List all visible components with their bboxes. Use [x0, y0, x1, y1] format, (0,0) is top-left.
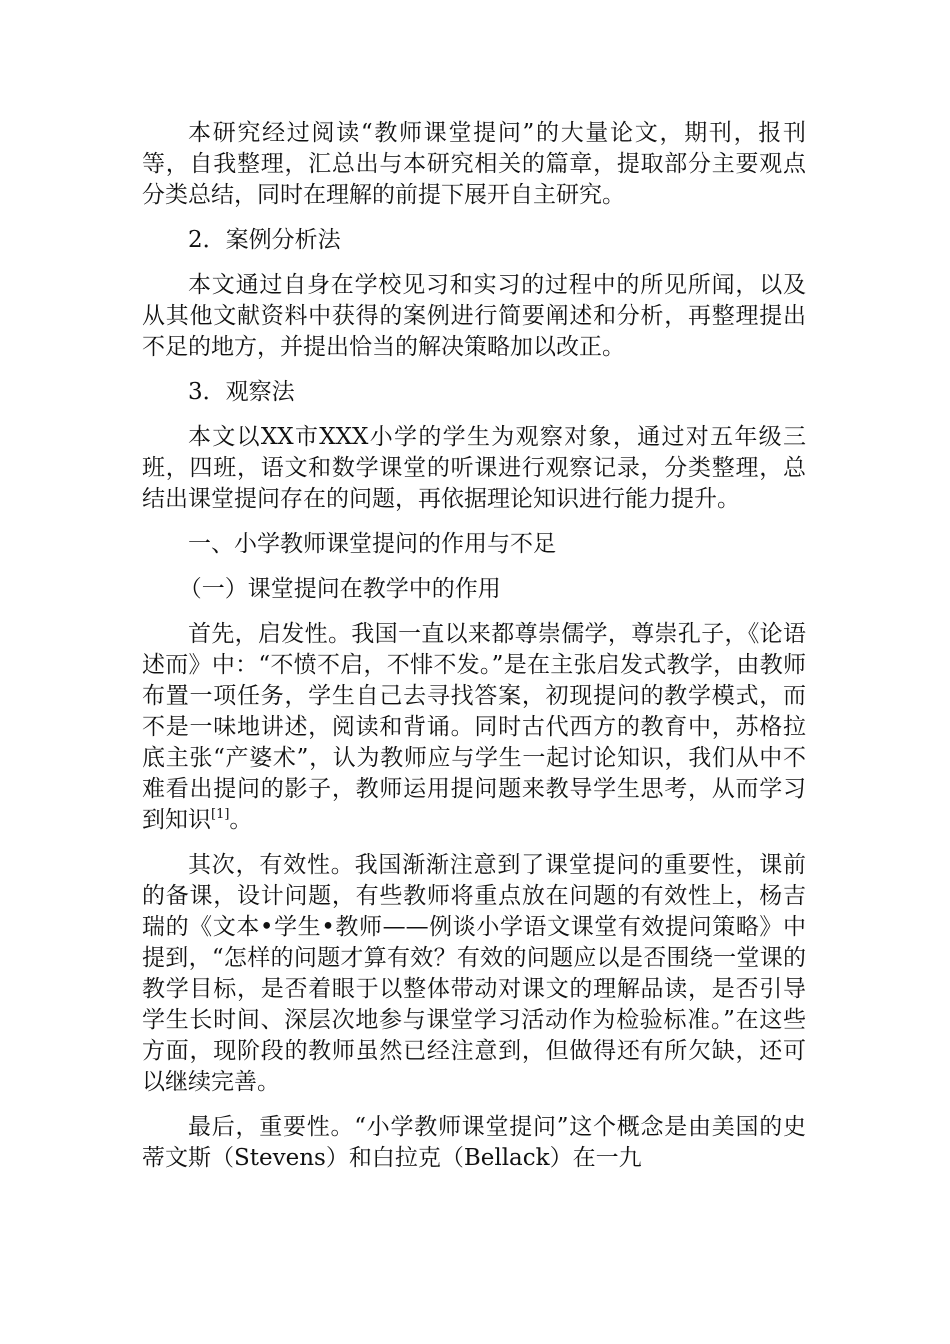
paragraph-inspiration-text: 首先，启发性。我国一直以来都尊崇儒学，尊崇孔子，《论语 述而》中：“不愤不启，不悱不发。”是在主张启发式教学，由教师布置一项任务，学生自己去寻找答案，初现提问的教学模式，而不是一味地讲述，阅读和背诵。同时古代西方的教育中，苏格拉底主张“产婆术”，认为教师应与学生一起讨论知识，我们从中不难看出提问的影子，教师运用提问题来教导学生思考，从而学习到知识	[142, 621, 806, 833]
section-heading-1: 一、小学教师课堂提问的作用与不足	[188, 531, 556, 557]
paragraph-effectiveness: 其次，有效性。我国渐渐注意到了课堂提问的重要性，课前的备课，设计问题，有些教师将重点放在问题的有效性上，杨吉瑞的《文本•学生•教师——例谈小学语文课堂有效提问策略》中提到，“怎样的问题才算有效？有效的问题应以是否围绕一堂课的教学目标，是否着眼于以整体带动对课文的理解品读，是否引导学生长时间、深层次地参与课堂学习活动作为检验标准。”在这些方面，现阶段的教师虽然已经注意到，但做得还有所欠缺，还可以继续完善。	[142, 852, 806, 1095]
document-page	[142, 118, 806, 1188]
paragraph-importance: 最后，重要性。“小学教师课堂提问”这个概念是由美国的史蒂文斯（Stevens）和白拉克（Bellack）在一九	[142, 1114, 806, 1171]
heading-case-analysis: 2．案例分析法	[188, 227, 341, 253]
paragraph-literature-method: 本研究经过阅读“教师课堂提问”的大量论文，期刊，报刊等，自我整理，汇总出与本研究相关的篇章，提取部分主要观点分类总结，同时在理解的前提下展开自主研究。	[142, 120, 806, 208]
subsection-heading-1: （一）课堂提问在教学中的作用	[178, 576, 501, 602]
paragraph-case-analysis: 本文通过自身在学校见习和实习的过程中的所见所闻，以及从其他文献资料中获得的案例进行简要阐述和分析，再整理提出不足的地方，并提出恰当的解决策略加以改正。	[142, 272, 806, 360]
heading-observation: 3．观察法	[188, 379, 295, 405]
paragraph-inspiration	[142, 619, 806, 836]
paragraph-inspiration-end: 。	[229, 807, 253, 833]
paragraph-observation: 本文以XX市XXX小学的学生为观察对象，通过对五年级三班，四班，语文和数学课堂的听课进行观察记录，分类整理，总结出课堂提问存在的问题，再依据理论知识进行能力提升。	[142, 424, 806, 512]
citation-ref: [1]	[211, 807, 230, 822]
